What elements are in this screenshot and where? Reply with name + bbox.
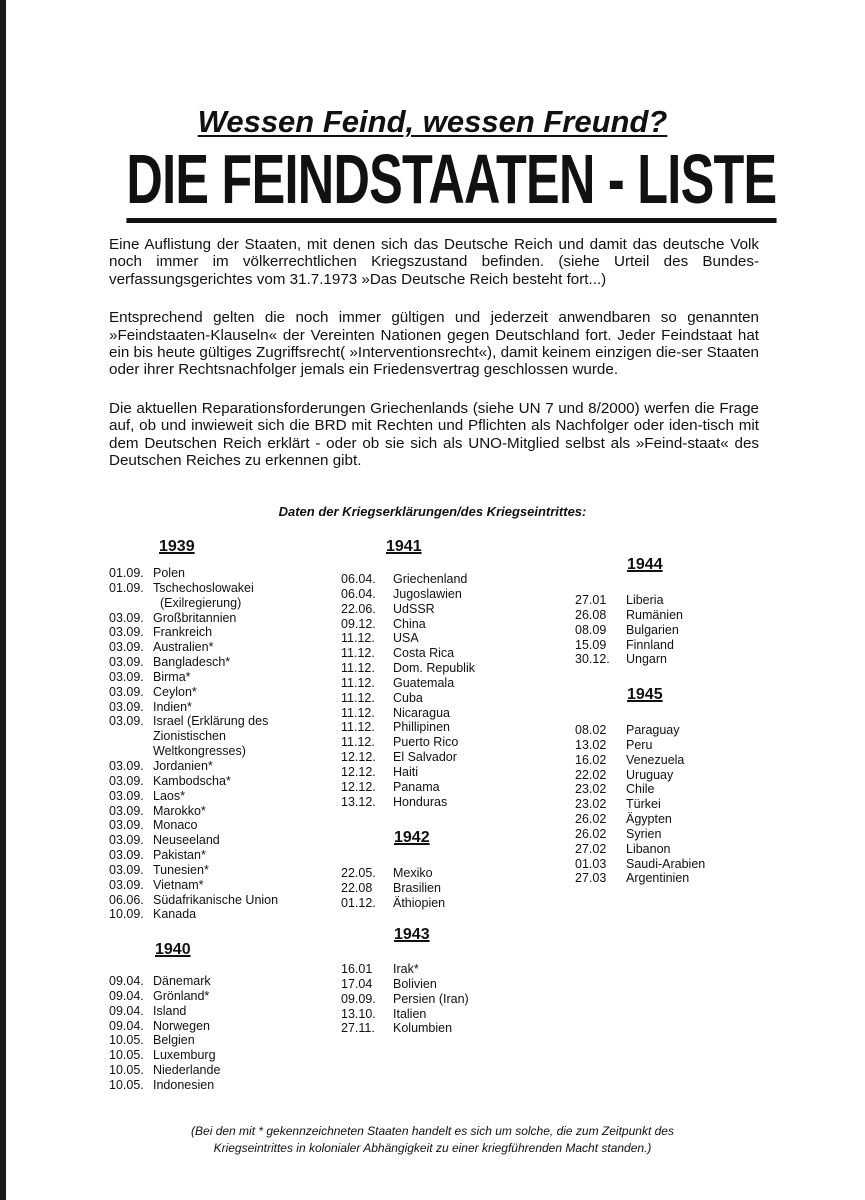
entry-country: UdSSR bbox=[393, 601, 435, 616]
list-item bbox=[575, 723, 800, 738]
entry-date: 12.12. bbox=[341, 779, 376, 794]
entry-country: Syrien bbox=[626, 826, 662, 841]
entry-date: 22.06. bbox=[341, 601, 376, 616]
entry-country: Indien* bbox=[153, 699, 192, 714]
year-heading: 1942 bbox=[394, 829, 430, 846]
list-item bbox=[575, 593, 800, 608]
entry-country: Italien bbox=[393, 1006, 427, 1021]
page-title: DIE FEINDSTAATEN - LISTE bbox=[126, 140, 776, 223]
list-item bbox=[109, 611, 334, 626]
entry-date: 12.12. bbox=[341, 750, 376, 765]
entry-country: Nicaragua bbox=[393, 705, 450, 720]
paragraph: Entsprechend gelten die noch immer gültigen und jederzeit anwendbaren so genannten »Feindstaaten-Klauseln« der Vereinten Nationen gegen Deutschland fort. Jeder Feindstaat hat ein bis heute gültiges Zugriffsrecht( »Interventionsrecht«), damit keinem einzigen die-ser Staaten oder ihrer Rechtsnachfolger jemals ein Friedensvertrag geschlossen wurde. bbox=[109, 309, 759, 379]
entry-date: 08.09 bbox=[575, 622, 607, 637]
entry-date: 27.03 bbox=[575, 871, 607, 886]
list-item bbox=[109, 1063, 334, 1078]
list-item bbox=[575, 827, 800, 842]
list-item bbox=[575, 768, 800, 783]
entry-date: 16.02 bbox=[575, 752, 607, 767]
list-item bbox=[109, 640, 334, 655]
entry-country: Panama bbox=[393, 779, 440, 794]
list-item bbox=[341, 631, 566, 646]
entry-date: 03.09. bbox=[109, 758, 144, 773]
list-item bbox=[341, 992, 566, 1007]
entry-date: 03.09. bbox=[109, 877, 144, 892]
entry-date: 01.09. bbox=[109, 566, 144, 580]
entry-date: 26.02 bbox=[575, 812, 607, 827]
list-item bbox=[109, 863, 334, 878]
list-item bbox=[341, 720, 566, 735]
entry-date: 03.09. bbox=[109, 625, 144, 640]
entry-date: 03.09. bbox=[109, 848, 144, 863]
subtitle: Wessen Feind, wessen Freund? bbox=[197, 104, 668, 139]
list-item bbox=[575, 753, 800, 768]
list-item bbox=[575, 652, 800, 667]
year-heading: 1944 bbox=[627, 556, 663, 573]
entry-country: Guatemala bbox=[393, 675, 455, 690]
list-item bbox=[109, 789, 334, 804]
entry-country: Cuba bbox=[393, 690, 423, 705]
year-list bbox=[575, 723, 800, 886]
entry-country: Paraguay bbox=[626, 723, 680, 737]
list-item bbox=[575, 608, 800, 623]
list-item bbox=[109, 759, 334, 774]
entry-country: Norwegen bbox=[153, 1018, 210, 1033]
entry-country: El Salvador bbox=[393, 750, 457, 765]
entry-date: 11.12. bbox=[341, 646, 375, 661]
entry-date: 22.05. bbox=[341, 866, 376, 880]
entry-country: Phillipinen bbox=[393, 720, 450, 735]
entry-date: 17.04 bbox=[341, 976, 373, 991]
list-item bbox=[109, 974, 334, 989]
entry-country: Grönland* bbox=[153, 988, 210, 1003]
entry-country: Dänemark bbox=[153, 974, 211, 988]
entry-date: 03.09. bbox=[109, 610, 144, 625]
entry-country: Saudi-Arabien bbox=[626, 856, 706, 871]
list-item bbox=[109, 1019, 334, 1034]
list-item bbox=[341, 795, 566, 810]
entry-date: 26.08 bbox=[575, 607, 607, 622]
entry-country: Großbritannien bbox=[153, 610, 237, 625]
entry-date: 03.09. bbox=[109, 655, 144, 670]
entry-country: Niederlande bbox=[153, 1063, 221, 1078]
entry-country: Peru bbox=[626, 737, 653, 752]
list-item bbox=[109, 581, 334, 611]
list-item bbox=[575, 871, 800, 886]
list-item bbox=[575, 738, 800, 753]
year-list bbox=[341, 962, 566, 1036]
year-heading: 1941 bbox=[386, 538, 422, 555]
entry-date: 09.12. bbox=[341, 616, 376, 631]
entry-country: Ungarn bbox=[626, 652, 667, 667]
entry-country: Monaco bbox=[153, 818, 198, 833]
list-item bbox=[341, 691, 566, 706]
list-item bbox=[575, 638, 800, 653]
entry-country: Jordanien* bbox=[153, 758, 213, 773]
list-item bbox=[109, 848, 334, 863]
entry-country: Birma* bbox=[153, 669, 191, 684]
list-item bbox=[109, 907, 334, 922]
entry-date: 03.09. bbox=[109, 803, 144, 818]
footnote-line: Kriegseintrittes in kolonialer Abhängigkeit zu einer kriegführenden Macht standen.) bbox=[213, 1141, 652, 1155]
list-item bbox=[341, 706, 566, 721]
entry-country: Puerto Rico bbox=[393, 735, 459, 750]
list-item bbox=[109, 714, 334, 759]
entry-country: Chile bbox=[626, 782, 655, 797]
entry-country: Brasilien bbox=[393, 880, 441, 895]
entry-country: Uruguay bbox=[626, 767, 674, 782]
entry-country: Bangladesch* bbox=[153, 655, 231, 670]
list-item bbox=[109, 989, 334, 1004]
entry-country: Pakistan* bbox=[153, 848, 206, 863]
entry-date: 11.12. bbox=[341, 675, 375, 690]
entry-country: Mexiko bbox=[393, 866, 433, 880]
entry-date: 01.09. bbox=[109, 580, 144, 595]
list-item bbox=[341, 1021, 566, 1036]
entry-date: 01.03 bbox=[575, 856, 607, 871]
year-list bbox=[109, 974, 334, 1093]
list-item bbox=[575, 623, 800, 638]
list-item bbox=[341, 750, 566, 765]
entry-date: 16.01 bbox=[341, 962, 373, 976]
entry-date: 30.12. bbox=[575, 652, 610, 667]
entry-country: Kanada bbox=[153, 907, 197, 922]
list-item bbox=[341, 977, 566, 992]
list-item bbox=[109, 804, 334, 819]
year-heading: 1945 bbox=[627, 686, 663, 703]
entry-date: 06.06. bbox=[109, 892, 144, 907]
entry-date: 03.09. bbox=[109, 833, 144, 848]
list-item bbox=[341, 617, 566, 632]
entry-date: 13.02 bbox=[575, 737, 607, 752]
entry-date: 10.05. bbox=[109, 1063, 144, 1078]
list-item bbox=[341, 572, 566, 587]
list-item bbox=[341, 962, 566, 977]
entry-country: Polen bbox=[153, 566, 185, 580]
entry-country: Marokko* bbox=[153, 803, 206, 818]
entry-date: 11.12. bbox=[341, 661, 375, 676]
entry-date: 03.09. bbox=[109, 862, 144, 877]
year-list bbox=[341, 866, 566, 911]
entry-country: Bulgarien bbox=[626, 622, 679, 637]
entry-country: Tunesien* bbox=[153, 862, 209, 877]
list-item bbox=[341, 661, 566, 676]
entry-date: 11.12. bbox=[341, 735, 375, 750]
list-item bbox=[341, 866, 566, 881]
list-item bbox=[109, 1033, 334, 1048]
year-heading: 1943 bbox=[394, 926, 430, 943]
entry-date: 11.12. bbox=[341, 690, 375, 705]
entry-date: 03.09. bbox=[109, 699, 144, 714]
list-item bbox=[109, 833, 334, 848]
entry-country: Honduras bbox=[393, 794, 448, 809]
list-item bbox=[109, 893, 334, 908]
entry-country: Australien* bbox=[153, 640, 214, 655]
entry-date: 27.11. bbox=[341, 1021, 375, 1036]
entry-country: Luxemburg bbox=[153, 1048, 216, 1063]
entry-date: 03.09. bbox=[109, 684, 144, 699]
entry-date: 06.04. bbox=[341, 586, 376, 601]
entry-country: China bbox=[393, 616, 426, 631]
footnote-line: (Bei den mit * gekennzeichneten Staaten handelt es sich um solche, die zum Zeitpunkt des bbox=[191, 1124, 674, 1138]
entry-country: Tschechoslowakei (Exilregierung) bbox=[153, 580, 254, 610]
list-item bbox=[109, 878, 334, 893]
entry-country: Bolivien bbox=[393, 976, 437, 991]
entry-country: Kolumbien bbox=[393, 1021, 453, 1036]
entry-country: Argentinien bbox=[626, 871, 690, 886]
paragraph: Eine Auflistung der Staaten, mit denen sich das Deutsche Reich und damit das deutsche Volk noch immer im völkerrechtlichen Kriegszustand befinden. (siehe Urteil des Bundes-verfassungsgerichtes vom 31.7.1973 »Das Deutsche Reich besteht fort...) bbox=[109, 236, 759, 288]
entry-date: 10.05. bbox=[109, 1077, 144, 1092]
entry-date: 06.04. bbox=[341, 572, 376, 586]
entry-country: Venezuela bbox=[626, 752, 685, 767]
entry-date: 15.09 bbox=[575, 637, 607, 652]
entry-country: Dom. Republik bbox=[393, 661, 475, 676]
entry-country: Türkei bbox=[626, 797, 661, 812]
list-item bbox=[341, 881, 566, 896]
entry-country: Irak* bbox=[393, 962, 419, 976]
entry-country: Rumänien bbox=[626, 607, 683, 622]
year-list bbox=[341, 572, 566, 810]
entry-date: 13.10. bbox=[341, 1006, 376, 1021]
entry-country: Äthiopien bbox=[393, 895, 446, 910]
list-caption: Daten der Kriegserklärungen/des Kriegseintrittes: bbox=[278, 504, 587, 519]
list-item bbox=[109, 1004, 334, 1019]
entry-date: 08.02 bbox=[575, 723, 607, 737]
list-item bbox=[109, 1078, 334, 1093]
list-item bbox=[341, 735, 566, 750]
year-list bbox=[575, 593, 800, 667]
list-item bbox=[341, 1007, 566, 1022]
entry-date: 01.12. bbox=[341, 895, 376, 910]
list-item bbox=[341, 676, 566, 691]
list-item bbox=[109, 700, 334, 715]
entry-date: 03.09. bbox=[109, 788, 144, 803]
entry-country: Frankreich bbox=[153, 625, 213, 640]
entry-country: Island bbox=[153, 1003, 187, 1018]
entry-date: 23.02 bbox=[575, 782, 607, 797]
entry-date: 10.05. bbox=[109, 1048, 144, 1063]
list-item bbox=[109, 818, 334, 833]
list-item bbox=[109, 625, 334, 640]
entry-country: Belgien bbox=[153, 1033, 195, 1048]
list-item bbox=[341, 780, 566, 795]
entry-date: 09.04. bbox=[109, 1003, 144, 1018]
list-item bbox=[109, 566, 334, 581]
entry-date: 27.01 bbox=[575, 593, 607, 607]
entry-date: 10.05. bbox=[109, 1033, 144, 1048]
year-heading: 1939 bbox=[159, 538, 195, 555]
list-item bbox=[575, 797, 800, 812]
paragraph: Die aktuellen Reparationsforderungen Griechenlands (siehe UN 7 und 8/2000) werfen die Frage auf, ob und inwieweit sich die BRD mit Rechten und Pflichten als Nachfolger oder iden-tisch mit dem Deutschen Reich erklärt - oder ob sie sich als UNO-Mitglied selbst als »Feind-staat« des Deutschen Reiches zu erkennen gibt. bbox=[109, 399, 759, 470]
list-item bbox=[109, 1048, 334, 1063]
entry-date: 23.02 bbox=[575, 797, 607, 812]
list-item bbox=[575, 782, 800, 797]
title-wrap bbox=[0, 140, 865, 223]
entry-country: Finnland bbox=[626, 637, 674, 652]
entry-country: Libanon bbox=[626, 841, 671, 856]
entry-country: Griechenland bbox=[393, 572, 468, 586]
entry-date: 22.08 bbox=[341, 880, 373, 895]
entry-date: 26.02 bbox=[575, 826, 607, 841]
entry-country: USA bbox=[393, 631, 419, 646]
list-item bbox=[109, 670, 334, 685]
entry-country: Südafrikanische Union bbox=[153, 892, 279, 907]
entry-country: Neuseeland bbox=[153, 833, 220, 848]
entry-date: 11.12. bbox=[341, 705, 375, 720]
entry-country: Israel (Erklärung des Zionistischen Weltkongresses) bbox=[153, 714, 269, 759]
entry-date: 13.12. bbox=[341, 794, 376, 809]
entry-country: Jugoslawien bbox=[393, 586, 462, 601]
entry-country: Vietnam* bbox=[153, 877, 204, 892]
entry-date: 09.09. bbox=[341, 991, 376, 1006]
entry-date: 09.04. bbox=[109, 1018, 144, 1033]
list-item bbox=[109, 655, 334, 670]
entry-date: 09.04. bbox=[109, 988, 144, 1003]
list-item bbox=[341, 765, 566, 780]
entry-date: 03.09. bbox=[109, 669, 144, 684]
entry-date: 03.09. bbox=[109, 640, 144, 655]
entry-date: 11.12. bbox=[341, 720, 375, 735]
intro-text bbox=[109, 236, 759, 490]
footnote bbox=[0, 1123, 865, 1157]
entry-country: Liberia bbox=[626, 593, 664, 607]
year-heading: 1940 bbox=[155, 941, 191, 958]
entry-country: Kambodscha* bbox=[153, 773, 231, 788]
list-item bbox=[575, 857, 800, 872]
year-list bbox=[109, 566, 334, 922]
list-item bbox=[341, 896, 566, 911]
entry-date: 09.04. bbox=[109, 974, 144, 988]
entry-country: Ceylon* bbox=[153, 684, 197, 699]
entry-date: 10.09. bbox=[109, 907, 144, 922]
entry-date: 03.09. bbox=[109, 714, 144, 729]
entry-country: Costa Rica bbox=[393, 646, 455, 661]
entry-country: Ägypten bbox=[626, 812, 672, 827]
entry-date: 12.12. bbox=[341, 764, 376, 779]
list-item bbox=[341, 602, 566, 617]
list-item bbox=[575, 842, 800, 857]
entry-date: 03.09. bbox=[109, 773, 144, 788]
entry-date: 27.02 bbox=[575, 841, 607, 856]
entry-date: 03.09. bbox=[109, 818, 144, 833]
entry-country: Haiti bbox=[393, 764, 419, 779]
list-item bbox=[341, 587, 566, 602]
entry-country: Laos* bbox=[153, 788, 185, 803]
entry-date: 22.02 bbox=[575, 767, 607, 782]
entry-country: Persien (Iran) bbox=[393, 991, 469, 1006]
entry-date: 11.12. bbox=[341, 631, 375, 646]
entry-country: Indonesien bbox=[153, 1077, 215, 1092]
list-item bbox=[341, 646, 566, 661]
list-item bbox=[109, 685, 334, 700]
list-item bbox=[109, 774, 334, 789]
list-item bbox=[575, 812, 800, 827]
